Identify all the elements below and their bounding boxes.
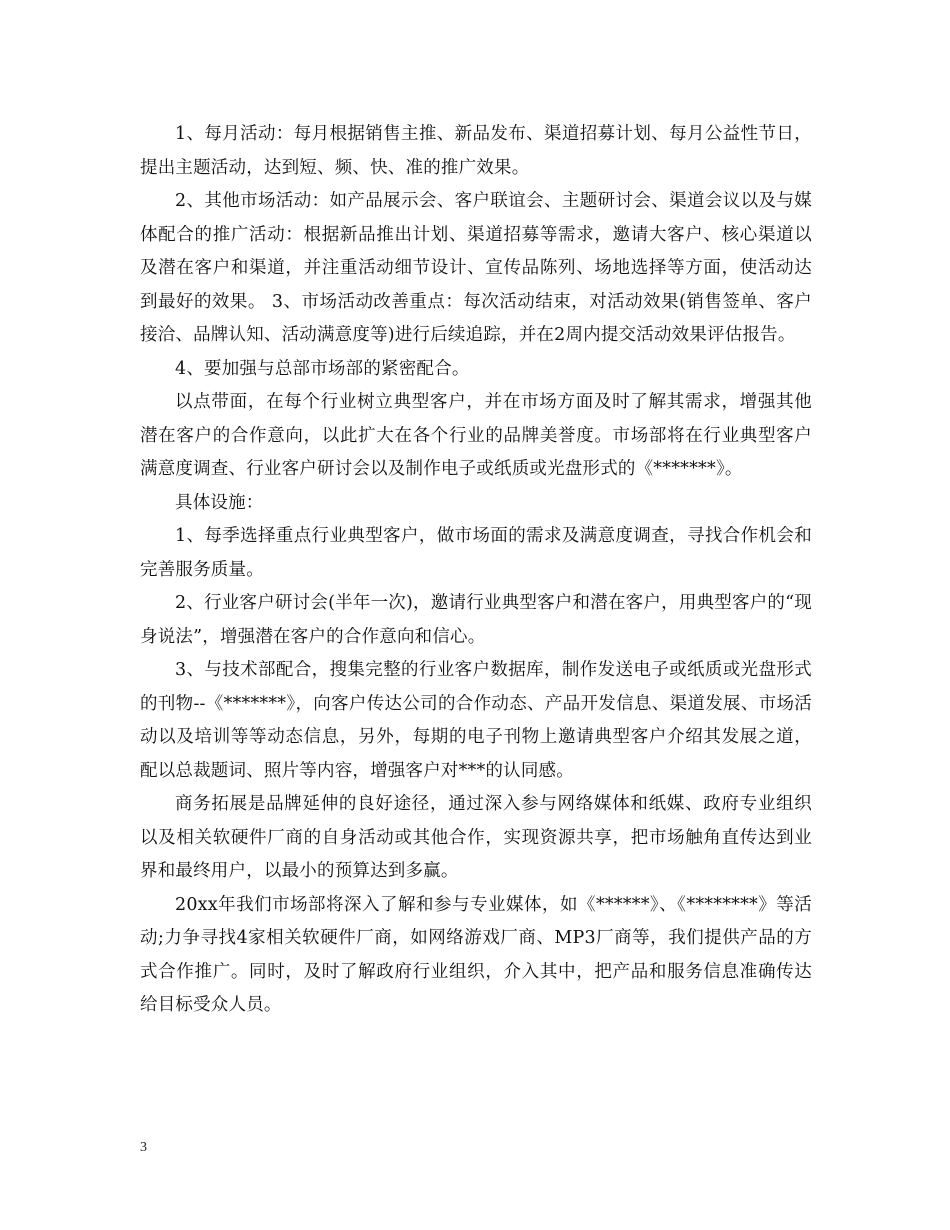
paragraph-typical-customers: 以点带面，在每个行业树立典型客户，并在市场方面及时了解其需求，增强其他潜在客户的合作意向，以此扩大在各个行业的品牌美誉度。市场部将在行业典型客户满意度调查、行业客户研讨会以及制作电子或纸质或光盘形式的《*******》。 [140, 392, 812, 479]
paragraph-headquarters-cooperation: 4、要加强与总部市场部的紧密配合。 [175, 358, 470, 379]
paragraph-monthly-activities: 1、每月活动：每月根据销售主推、新品发布、渠道招募计划、每月公益性节日，提出主题活动，达到短、频、快、准的推广效果。 [140, 124, 812, 178]
paragraph-business-expansion: 商务拓展是品牌延伸的良好途径，通过深入参与网络媒体和纸媒、政府专业组织以及相关软硬件厂商的自身活动或其他合作，实现资源共享，把市场触角直传达到业界和最终用户，以最小的预算达到多赢。 [140, 794, 812, 881]
paragraph-media-plan: 20xx年我们市场部将深入了解和参与专业媒体，如《******》、《********》等活动;力争寻找4家相关软硬件厂商，如网络游戏厂商、MP3厂商等，我们提供产品的方式合作推广。同时，及时了解政府行业组织，介入其中，把产品和服务信息准确传达给目标受众人员。 [140, 894, 812, 1015]
paragraph-quarterly-survey: 1、每季选择重点行业典型客户，做市场面的需求及满意度调查，寻找合作机会和完善服务质量。 [140, 526, 812, 580]
body-text [140, 118, 812, 1023]
paragraph-customer-seminar: 2、行业客户研讨会(半年一次)，邀请行业典型客户和潜在客户，用典型客户的“现身说法”，增强潜在客户的合作意向和信心。 [140, 593, 812, 647]
page-number: 3 [140, 1140, 147, 1155]
paragraph-specific-measures-heading: 具体设施： [175, 492, 264, 513]
paragraph-publication: 3、与技术部配合，搜集完整的行业客户数据库，制作发送电子或纸质或光盘形式的刊物--《*******》，向客户传达公司的合作动态、产品开发信息、渠道发展、市场活动以及培训等等动态信息，另外，每期的电子刊物上邀请典型客户介绍其发展之道，配以总裁题词、照片等内容，增强客户对***的认同感。 [140, 660, 812, 781]
paragraph-other-market-activities: 2、其他市场活动：如产品展示会、客户联谊会、主题研讨会、渠道会议以及与媒体配合的推广活动：根据新品推出计划、渠道招募等需求，邀请大客户、核心渠道以及潜在客户和渠道，并注重活动细节设计、宣传品陈列、场地选择等方面，使活动达到最好的效果。 3、市场活动改善重点：每次活动结束，对活动效果(销售签单、客户接洽、品牌认知、活动满意度等)进行后续追踪，并在2周内提交活动效果评估报告。 [140, 191, 812, 345]
